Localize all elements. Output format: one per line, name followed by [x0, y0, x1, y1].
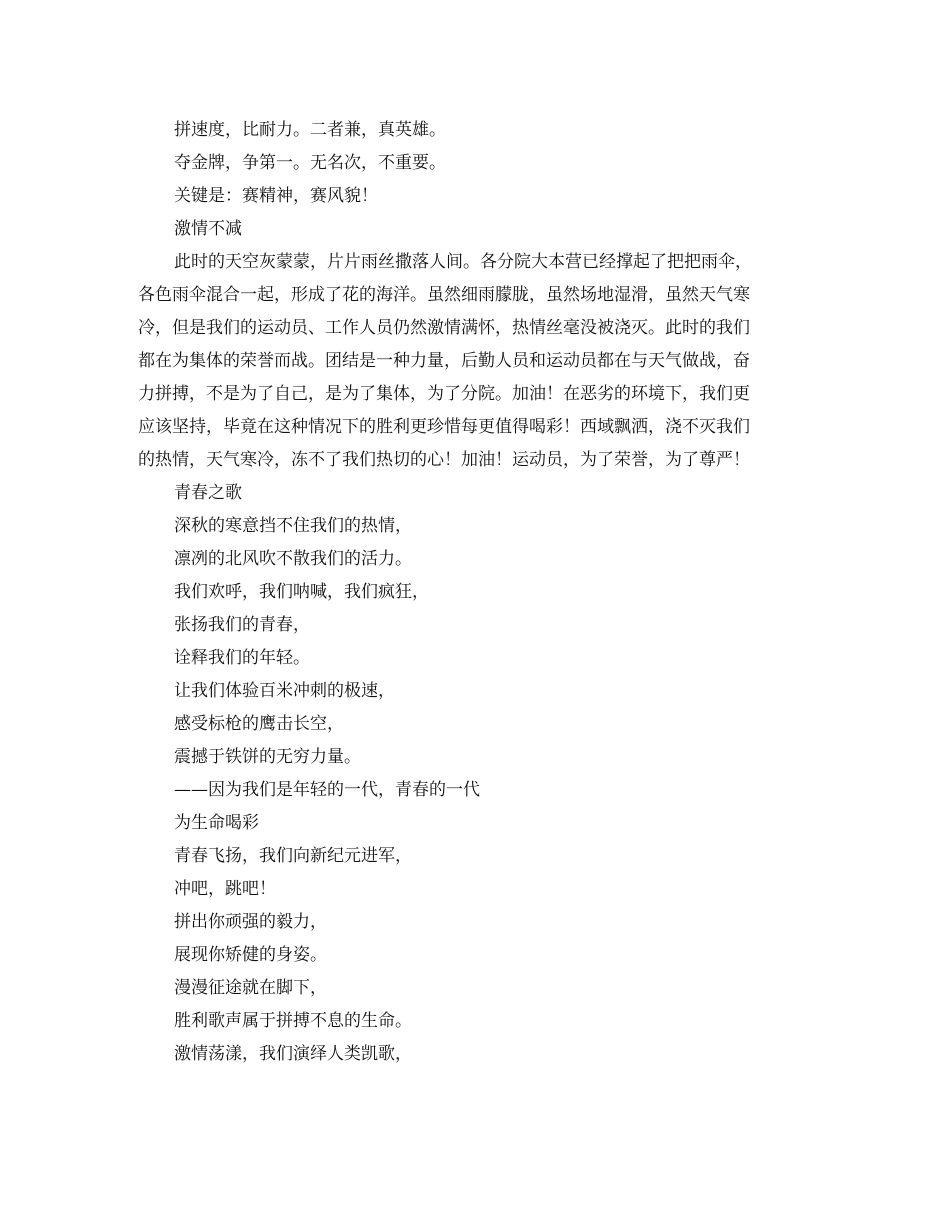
paragraph-line: 力拼搏，不是为了自己，是为了集体，为了分院。加油！在恶劣的环境下，我们更 — [138, 384, 750, 404]
paragraph-line: 都在为集体的荣誉而战。团结是一种力量，后勤人员和运动员都在与天气做战，奋 — [138, 351, 750, 371]
paragraph-line: 应该坚持，毕竟在这种情况下的胜利更珍惜每更值得喝彩！西域飘洒，浇不灭我们 — [138, 417, 750, 437]
poem-line: 激情荡漾，我们演绎人类凯歌， — [174, 1044, 412, 1064]
poem-line: 震撼于铁饼的无穷力量。 — [174, 747, 361, 767]
poem-line: 拼出你顽强的毅力， — [174, 912, 327, 932]
poem-line: 青春飞扬，我们向新纪元进军， — [174, 846, 412, 866]
section-heading: 为生命喝彩 — [174, 813, 259, 833]
poem-line: 展现你矫健的身姿。 — [174, 945, 327, 965]
paragraph-line: 此时的天空灰蒙蒙，片片雨丝撒落人间。各分院大本营已经撑起了把把雨伞， — [174, 252, 752, 272]
poem-line: 漫漫征途就在脚下， — [174, 978, 327, 998]
text-line: 关键是：赛精神，赛风貌！ — [174, 186, 378, 206]
poem-line: 胜利歌声属于拼搏不息的生命。 — [174, 1011, 412, 1031]
text-line: 夺金牌，争第一。无名次，不重要。 — [174, 153, 446, 173]
poem-line: 诠释我们的年轻。 — [174, 648, 310, 668]
paragraph-line: 的热情，天气寒冷，冻不了我们热切的心！加油！运动员，为了荣誉，为了尊严！ — [138, 450, 750, 470]
document-body — [138, 114, 814, 1071]
poem-line: ——因为我们是年轻的一代，青春的一代 — [174, 780, 480, 800]
text-line: 拼速度，比耐力。二者兼，真英雄。 — [174, 120, 446, 140]
paragraph-line: 冷，但是我们的运动员、工作人员仍然激情满怀，热情丝毫没被浇灭。此时的我们 — [138, 318, 750, 338]
section-heading: 青春之歌 — [174, 483, 242, 503]
poem-line: 感受标枪的鹰击长空， — [174, 714, 344, 734]
poem-line: 冲吧，跳吧！ — [174, 879, 276, 899]
section-heading: 激情不减 — [174, 219, 242, 239]
poem-line: 让我们体验百米冲刺的极速， — [174, 681, 395, 701]
poem-line: 深秋的寒意挡不住我们的热情， — [174, 516, 412, 536]
poem-line: 凛冽的北风吹不散我们的活力。 — [174, 549, 412, 569]
poem-line: 张扬我们的青春， — [174, 615, 310, 635]
paragraph-line: 各色雨伞混合一起，形成了花的海洋。虽然细雨朦胧，虽然场地湿滑，虽然天气寒 — [138, 285, 750, 305]
poem-line: 我们欢呼，我们呐喊，我们疯狂， — [174, 582, 429, 602]
